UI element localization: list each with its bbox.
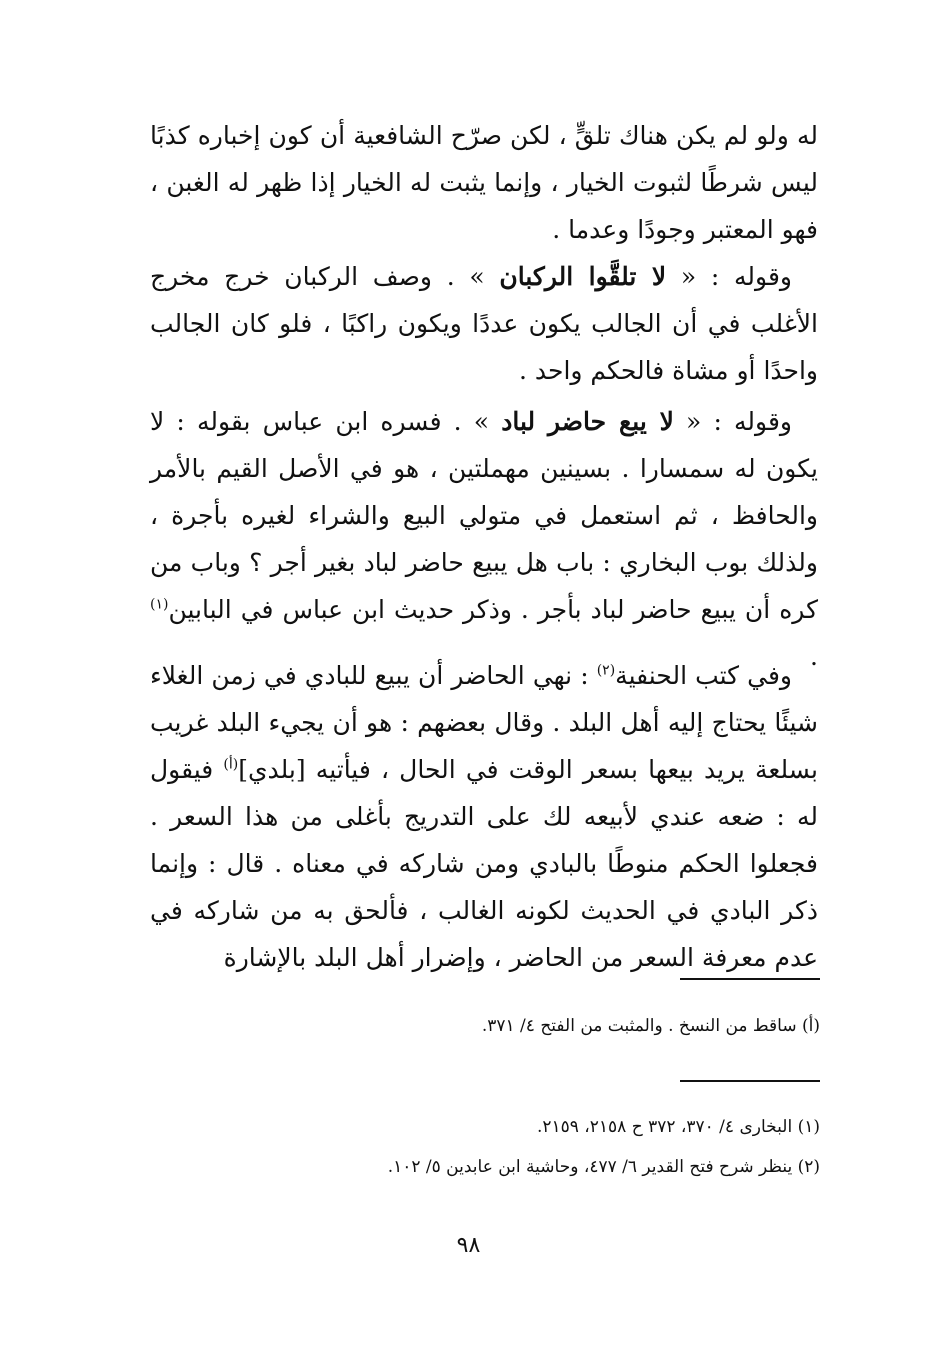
paragraph-2 <box>150 253 818 394</box>
footnote-ref-1[interactable]: (١) <box>150 596 169 613</box>
variant-notes-divider <box>680 978 820 980</box>
page-number: ٩٨ <box>456 1233 481 1258</box>
paragraph-4-lead: وفي كتب الحنفية <box>615 661 793 690</box>
footnotes-divider <box>680 1080 820 1082</box>
paragraph-1 <box>150 112 818 253</box>
hadith-quote-2: لا يبع حاضر لباد <box>501 407 674 436</box>
hadith-quote-1: لا تلقَّوا الركبان <box>499 262 667 291</box>
paragraph-3-lead: وقوله : « <box>673 407 792 436</box>
variant-note: (أ) ساقط من النسخ . والمثبت من الفتح ٤/ ٣٧١. <box>481 1016 820 1036</box>
paragraph-4 <box>150 652 818 981</box>
paragraph-1-text: له ولو لم يكن هناك تلقٍّ ، لكن صرّح الشافعية أن كون إخباره كذبًا ليس شرطًا لثبوت الخيار ، وإنما يثبت له الخيار إذا ظهر له الغبن ، فهو المعتبر وجودًا وعدما . <box>150 121 818 244</box>
paragraph-2-lead: وقوله : « <box>666 262 792 291</box>
footnote-1: (١) البخارى ٤/ ٣٧٠، ٣٧٢ ح ٢١٥٨، ٢١٥٩. <box>536 1117 820 1137</box>
paragraph-3-rest: » . فسره ابن عباس بقوله : لا يكون له سمسارا . بسينين مهملتين ، هو في الأصل القيم بالأمر والحافظ ، ثم استعمل في متولي البيع والشراء لغيره بأجرة ، ولذلك بوب البخاري : باب هل يبيع حاضر لباد بغير أجر ؟ وباب من كره أن يبيع حاضر لباد بأجر . وذكر حديث ابن عباس في البابين <box>150 407 818 624</box>
footnote-ref-2[interactable]: (٢) <box>596 662 616 679</box>
variant-note-ref[interactable]: (أ) <box>223 756 239 773</box>
paragraph-2-rest: » . وصف الركبان خرج مخرج الأغلب في أن الجالب يكون عددًا ويكون راكبًا ، فلو كان الجالب واحدًا أو مشاة فالحكم واحد . <box>150 262 818 385</box>
footnote-2: (٢) ينظر شرح فتح القدير ٦/ ٤٧٧، وحاشية ابن عابدين ٥/ ١٠٢. <box>387 1157 820 1177</box>
paragraph-3 <box>150 398 818 680</box>
paragraph-4-middle: : نهي الحاضر أن يبيع للبادي في زمن الغلاء شيئًا يحتاج إليه أهل البلد . وقال بعضهم : هو أن يجيء البلد غريب بسلعة يريد بيعها بسعر الوقت في الحال ، فيأتيه [بلدي] <box>150 661 818 784</box>
paragraph-3-end: . <box>810 642 818 671</box>
paragraph-4-rest: فيقول له : ضعه عندي لأبيعه لك على التدريج بأغلى من هذا السعر . فجعلوا الحكم منوطًا بالبادي ومن شاركه في معناه . قال : وإنما ذكر البادي في الحديث لكونه الغالب ، فألحق به من شاركه في عدم معرفة السعر من الحاضر ، وإضرار أهل البلد بالإشارة <box>150 755 818 972</box>
